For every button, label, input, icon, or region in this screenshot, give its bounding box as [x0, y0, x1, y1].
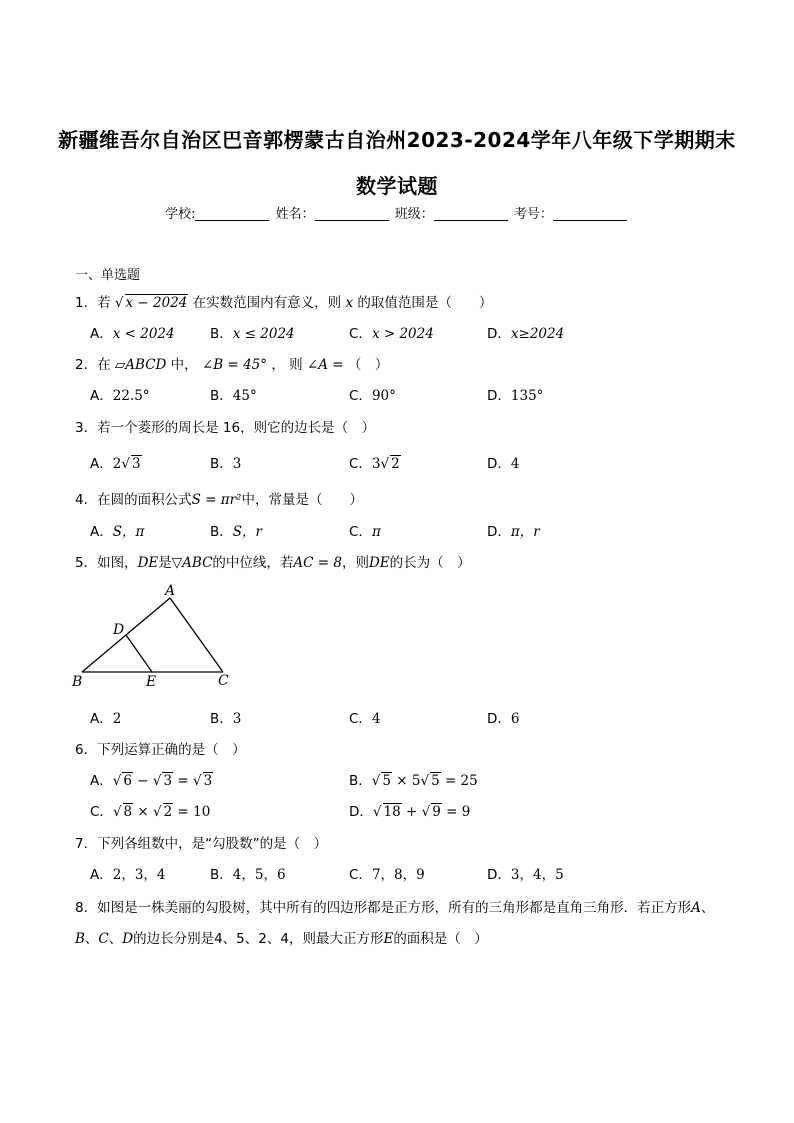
ac-length: AC = 8 [293, 555, 342, 571]
question-4 [75, 488, 363, 508]
question-stem: 下列各组数中，是“勾股数”的是（ ） [97, 836, 328, 852]
option-d[interactable]: D．3，4，5 [487, 867, 564, 883]
option-c[interactable]: C．x > 2024 [349, 326, 434, 342]
label-b: B [72, 674, 83, 690]
option-a[interactable]: A．2√ 3 [90, 456, 141, 472]
option-b[interactable]: B．45° [210, 388, 257, 404]
question-number: 6． [75, 742, 98, 758]
triangle-figure [70, 580, 240, 690]
section-title: 一、单选题 [75, 268, 141, 283]
option-c[interactable]: C．π [349, 524, 381, 540]
label-c: C [218, 673, 229, 689]
question-stem-3: （ ） [347, 357, 389, 373]
option-b[interactable]: B．3 [210, 711, 242, 727]
question-number: 2．在 [75, 357, 111, 373]
question-7 [75, 832, 327, 852]
question-8 [75, 893, 735, 955]
question-number: 1．若 [75, 295, 111, 311]
option-c[interactable]: C．3√ 2 [349, 456, 400, 472]
square-d: D [122, 931, 134, 947]
question-number: 8． [75, 900, 98, 916]
name-blank[interactable] [315, 206, 389, 221]
option-a[interactable]: A．√ 6 − √ 3 = √ 3 [90, 773, 213, 789]
question-stem-5: 的长为（ ） [389, 555, 471, 571]
option-b[interactable]: B．3 [210, 456, 242, 472]
label-a: A [165, 583, 176, 599]
radicand: x − 2024 [125, 295, 188, 311]
square-a: A [691, 900, 701, 916]
option-d[interactable]: D．π，r [487, 524, 540, 540]
option-c[interactable]: C．√ 8 × √ 2 = 10 [90, 804, 211, 820]
separator: 、 [108, 931, 123, 947]
question-number: 3． [75, 420, 98, 436]
option-b[interactable]: B．√ 5 × 5√ 5 = 25 [349, 773, 478, 789]
question-stem-2: ， 则 [271, 357, 303, 373]
question-3 [75, 416, 375, 436]
option-c[interactable]: C．7，8，9 [349, 867, 425, 883]
label-e: E [146, 674, 157, 690]
question-stem: 在圆的面积公式 [97, 492, 192, 508]
question-stem-4: ，则 [341, 555, 369, 571]
name-label: 姓名： [275, 207, 315, 222]
area-formula: S = πr² [191, 492, 242, 508]
question-number: 7． [75, 836, 98, 852]
question-number: 4． [75, 492, 98, 508]
question-stem-2: 的边长分别是4、5、2、4，则最大正方形 [133, 931, 384, 947]
question-stem: 下列运算正确的是（ ） [97, 742, 246, 758]
option-a[interactable]: A．x < 2024 [90, 326, 175, 342]
school-label: 学校: [165, 207, 196, 222]
variable: x [345, 295, 354, 311]
option-d[interactable]: D．6 [487, 711, 520, 727]
option-c[interactable]: C．4 [349, 711, 381, 727]
question-stem: 若一个菱形的周长是 16，则它的边长是（ ） [97, 420, 376, 436]
separator: 、 [84, 931, 99, 947]
option-a[interactable]: A．22.5° [90, 388, 150, 404]
angle-b: ∠B = 45° [201, 357, 268, 373]
angle-a: ∠A = [306, 357, 344, 373]
option-b[interactable]: B．x ≤ 2024 [210, 326, 295, 342]
exam-subtitle: 数学试题 [356, 174, 438, 198]
segment-de: DE [137, 555, 159, 571]
class-label: 班级： [394, 207, 434, 222]
question-stem: 中， [170, 357, 198, 373]
square-c: C [98, 931, 109, 947]
question-1: 1．若 √ x − 2024 在实数范围内有意义，则 x 的取值范围是（ ） [75, 295, 493, 311]
option-b[interactable]: B．S，r [210, 524, 262, 540]
question-2 [75, 353, 388, 373]
option-a[interactable]: A．S，π [90, 524, 145, 540]
midline-de [126, 635, 152, 672]
option-a[interactable]: A．2，3，4 [90, 867, 166, 883]
question-5 [75, 551, 471, 571]
label-d: D [113, 622, 125, 638]
separator: 、 [700, 900, 715, 916]
option-a[interactable]: A．2 [90, 711, 122, 727]
triangle-abc: ▽ABC [171, 555, 213, 571]
side-ac [170, 598, 223, 672]
question-stem: 在实数范围内有意义，则 [192, 295, 342, 311]
square-e: E [383, 931, 394, 947]
question-stem-3: 的中位线，若 [212, 555, 294, 571]
question-6 [75, 738, 246, 758]
student-info-line [0, 203, 794, 222]
option-d[interactable]: D．4 [487, 456, 520, 472]
question-stem: 如图是一株美丽的勾股树，其中所有的四边形都是正方形，所有的三角形都是直角三角形．若正方形 [97, 900, 692, 916]
question-stem-3: 的面积是（ ） [393, 931, 488, 947]
parallelogram-symbol: ▱ABCD [114, 357, 167, 373]
question-stem-2: 中，常量是（ ） [241, 492, 363, 508]
question-stem-end: 的取值范围是（ ） [357, 295, 493, 311]
segment-de-2: DE [368, 555, 390, 571]
option-d[interactable]: D．135° [487, 388, 544, 404]
question-stem-2: 是 [158, 555, 172, 571]
school-blank[interactable] [195, 206, 269, 221]
exam-title: 新疆维吾尔自治区巴音郭楞蒙古自治州2023-2024学年八年级下学期期末 [58, 128, 736, 152]
number-blank[interactable] [553, 206, 627, 221]
number-label: 考号： [513, 207, 553, 222]
question-number: 5． [75, 555, 98, 571]
option-b[interactable]: B．4，5，6 [210, 867, 286, 883]
class-blank[interactable] [434, 206, 508, 221]
option-c[interactable]: C．90° [349, 388, 396, 404]
square-b: B [75, 931, 85, 947]
question-stem: 如图， [97, 555, 138, 571]
option-d[interactable]: D．√ 18 + √ 9 = 9 [349, 804, 471, 820]
option-d[interactable]: D．x≥2024 [487, 326, 565, 342]
